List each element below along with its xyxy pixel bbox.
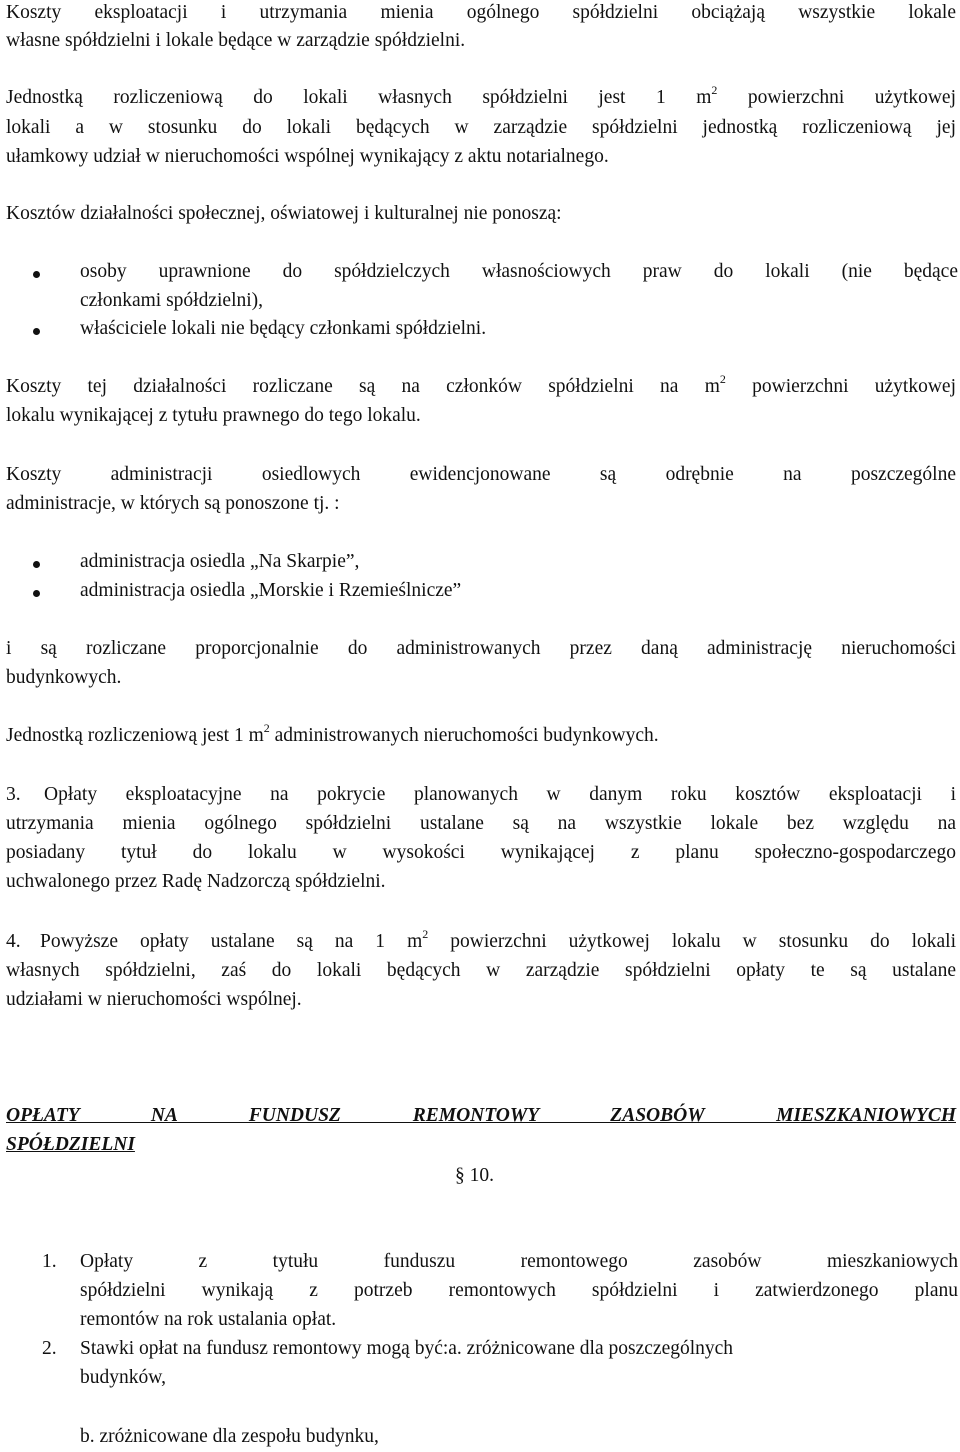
paragraph-line: własne spółdzielni i lokale będące w zarządzie spółdzielni. <box>6 30 466 51</box>
list-item: właściciele lokali nie będący członkami spółdzielni. <box>80 318 487 339</box>
item-number: 2. <box>42 1338 57 1359</box>
paragraph-line: posiadany tytuł do lokalu w wysokości wynikającej z planu społeczno-gospodarczego <box>6 842 956 863</box>
item-number: 1. <box>42 1251 57 1272</box>
paragraph-line: budynkowych. <box>6 667 122 688</box>
item-number: 4. <box>6 931 21 952</box>
list-item: b. zróżnicowane dla zespołu budynku, <box>80 1426 379 1447</box>
paragraph-line: Koszty eksploatacji i utrzymania mienia ogólnego spółdzielni obciążają wszystkie lokale <box>6 2 956 23</box>
paragraph-line: Koszty tej działalności rozliczane są na członków spółdzielni na $m^2$ powierzchni użytkowej <box>6 371 956 397</box>
list-item: osoby uprawnione do spółdzielczych własnościowych praw do lokali (nie będące <box>80 261 958 282</box>
paragraph-line: Opłaty eksploatacyjne na pokrycie planowanych w danym roku kosztów eksploatacji i <box>44 784 956 805</box>
list-item: budynków, <box>80 1367 166 1388</box>
section-heading: OPŁATY NA FUNDUSZ REMONTOWY ZASOBÓW MIESZKANIOWYCH <box>6 1105 956 1126</box>
bullet-icon <box>33 328 40 335</box>
paragraph-line: Jednostką rozliczeniową jest 1 $m^2$ administrowanych nieruchomości budynkowych. <box>6 720 659 746</box>
paragraph-line: Kosztów działalności społecznej, oświatowej i kulturalnej nie ponoszą: <box>6 203 562 224</box>
list-item: członkami spółdzielni), <box>80 290 264 311</box>
list-item: spółdzielni wynikają z potrzeb remontowych spółdzielni i zatwierdzonego planu <box>80 1280 958 1301</box>
bullet-icon <box>33 590 40 597</box>
paragraph-line: i są rozliczane proporcjonalnie do administrowanych przez daną administrację nieruchomości <box>6 638 956 659</box>
list-item: administracja osiedla „Morskie i Rzemieślnicze” <box>80 580 462 601</box>
list-item: Opłaty z tytułu funduszu remontowego zasobów mieszkaniowych <box>80 1251 958 1272</box>
list-item: Stawki opłat na fundusz remontowy mogą być:a. zróżnicowane dla poszczególnych <box>80 1338 734 1359</box>
paragraph-line: udziałami w nieruchomości wspólnej. <box>6 989 302 1010</box>
paragraph-line: własnych spółdzielni, zaś do lokali będących w zarządzie spółdzielni opłaty te są ustalane <box>6 960 956 981</box>
item-number: 3. <box>6 784 21 805</box>
paragraph-line: administracje, w których są ponoszone tj. : <box>6 493 340 514</box>
paragraph-line: lokali a w stosunku do lokali będących w zarządzie spółdzielni jednostką rozliczeniową jej <box>6 117 956 138</box>
bullet-icon <box>33 271 40 278</box>
bullet-icon <box>33 561 40 568</box>
list-item: remontów na rok ustalania opłat. <box>80 1309 337 1330</box>
paragraph-line: ułamkowy udział w nieruchomości wspólnej wynikający z aktu notarialnego. <box>6 146 609 167</box>
paragraph-line: Powyższe opłaty ustalane są na 1 $m^2$ powierzchni użytkowej lokalu w stosunku do lokali <box>40 926 956 952</box>
paragraph-line: Jednostką rozliczeniową do lokali własnych spółdzielni jest 1 $m^2$ powierzchni użytkowej <box>6 82 956 108</box>
paragraph-line: uchwalonego przez Radę Nadzorczą spółdzielni. <box>6 871 386 892</box>
section-heading: SPÓŁDZIELNI <box>6 1134 135 1155</box>
list-item: administracja osiedla „Na Skarpie”, <box>80 551 360 572</box>
paragraph-line: utrzymania mienia ogólnego spółdzielni ustalane są na wszystkie lokale bez względu na <box>6 813 956 834</box>
paragraph-line: lokalu wynikającej z tytułu prawnego do tego lokalu. <box>6 405 421 426</box>
paragraph-line: Koszty administracji osiedlowych ewidencjonowane są odrębnie na poszczególne <box>6 464 956 485</box>
section-number: § 10. <box>455 1165 494 1186</box>
